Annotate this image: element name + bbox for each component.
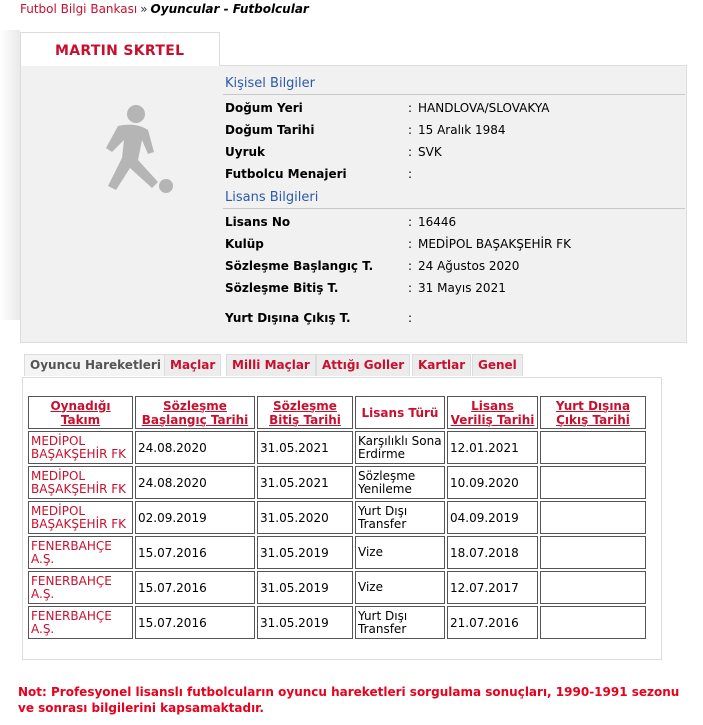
table-row [28,571,646,604]
contract-end-label: Sözleşme Bitiş T. [225,281,339,295]
breadcrumb-separator: » [140,2,148,16]
header-license-type: Lisans Türü [355,396,445,429]
cell-contract-end: 31.05.2019 [257,571,353,604]
birthdate-value: 15 Aralık 1984 [418,123,506,137]
table-row [28,431,646,464]
cell-license-issue-date: 10.09.2020 [447,466,538,499]
cell-license-type: Yurt Dışı Transfer [355,606,445,639]
tab-general[interactable]: Genel [472,354,523,376]
license-info-title: Lisans Bilgileri [225,190,319,205]
breadcrumb [20,2,309,16]
cell-contract-end: 31.05.2021 [257,466,353,499]
club-value: MEDİPOL BAŞAKŞEHİR FK [418,237,571,251]
cell-license-type: Karşılıklı Sona Erdirme [355,431,445,464]
cell-contract-start: 24.08.2020 [135,431,255,464]
contract-end-value: 31 Mayıs 2021 [418,281,506,295]
nationality-colon: : [408,145,413,159]
player-name-tab [20,32,220,66]
cell-abroad-exit-date [540,431,646,464]
nationality-label: Uyruk [225,145,266,159]
cell-license-issue-date: 18.07.2018 [447,536,538,569]
abroad-exit-colon: : [408,311,413,325]
header-license-issue-date[interactable]: Lisans Veriliş Tarihi [447,396,538,429]
cell-license-issue-date: 12.07.2017 [447,571,538,604]
cell-contract-end: 31.05.2021 [257,431,353,464]
table-row [28,606,646,639]
player-moves-panel [22,377,662,660]
cell-license-type: Vize [355,571,445,604]
table-row [28,501,646,534]
birthplace-value: HANDLOVA/SLOVAKYA [418,101,550,115]
cell-contract-start: 02.09.2019 [135,501,255,534]
cell-contract-start: 24.08.2020 [135,466,255,499]
cell-contract-start: 15.07.2016 [135,571,255,604]
cell-abroad-exit-date [540,571,646,604]
personal-info-divider [223,94,685,95]
cell-license-type: Vize [355,536,445,569]
cell-team[interactable]: FENERBAHÇE A.Ş. [28,606,133,639]
breadcrumb-root-link[interactable]: Futbol Bilgi Bankası [20,2,138,16]
tab-cards[interactable]: Kartlar [412,354,471,376]
cell-team[interactable]: MEDİPOL BAŞAKŞEHİR FK [28,501,133,534]
birthdate-label: Doğum Tarihi [225,123,315,137]
contract-start-label: Sözleşme Başlangıç T. [225,259,374,273]
abroad-exit-label: Yurt Dışına Çıkış T. [225,311,351,325]
cell-contract-start: 15.07.2016 [135,536,255,569]
header-contract-start[interactable]: Sözleşme Başlangıç Tarihi [135,396,255,429]
license-info-divider [223,208,685,209]
cell-contract-end: 31.05.2019 [257,536,353,569]
agent-label: Futbolcu Menajeri [225,167,347,181]
tab-matches[interactable]: Maçlar [164,354,221,376]
player-moves-table [26,394,648,641]
tab-national-matches[interactable]: Milli Maçlar [226,354,316,376]
birthplace-label: Doğum Yeri [225,101,303,115]
breadcrumb-current: Oyuncular - Futbolcular [150,2,309,16]
club-label: Kulüp [225,237,264,251]
cell-contract-end: 31.05.2019 [257,606,353,639]
cell-team[interactable]: MEDİPOL BAŞAKŞEHİR FK [28,431,133,464]
license-number-value: 16446 [418,215,457,229]
license-number-label: Lisans No [225,215,291,229]
cell-contract-start: 15.07.2016 [135,606,255,639]
license-number-colon: : [408,215,413,229]
cell-abroad-exit-date [540,501,646,534]
table-row [28,466,646,499]
header-team[interactable]: Oynadığı Takım [28,396,133,429]
cell-license-type: Sözleşme Yenileme [355,466,445,499]
contract-start-value: 24 Ağustos 2020 [418,259,520,273]
header-contract-end[interactable]: Sözleşme Bitiş Tarihi [257,396,353,429]
cell-abroad-exit-date [540,536,646,569]
personal-info-title: Kişisel Bilgiler [225,76,315,91]
contract-start-colon: : [408,259,413,273]
player-name: MARTIN SKRTEL [55,43,185,59]
cell-license-issue-date: 04.09.2019 [447,501,538,534]
cell-license-type: Yurt Dışı Transfer [355,501,445,534]
tab-goals[interactable]: Attığı Goller [316,354,410,376]
birthplace-colon: : [408,101,413,115]
cell-contract-end: 31.05.2020 [257,501,353,534]
header-abroad-exit-date[interactable]: Yurt Dışına Çıkış Tarihi [540,396,646,429]
table-header-row [28,396,646,429]
cell-team[interactable]: FENERBAHÇE A.Ş. [28,571,133,604]
cell-team[interactable]: MEDİPOL BAŞAKŞEHİR FK [28,466,133,499]
nationality-value: SVK [418,145,442,159]
cell-abroad-exit-date [540,606,646,639]
table-row [28,536,646,569]
left-shadow-strip [0,30,20,320]
cell-abroad-exit-date [540,466,646,499]
cell-license-issue-date: 21.07.2016 [447,606,538,639]
cell-license-issue-date: 12.01.2021 [447,431,538,464]
tab-player-moves[interactable]: Oyuncu Hareketleri [24,354,167,376]
agent-colon: : [408,167,413,181]
contract-end-colon: : [408,281,413,295]
birthdate-colon: : [408,123,413,137]
club-colon: : [408,237,413,251]
footer-note: Not: Profesyonel lisanslı futbolcuların oyuncu hareketleri sorgulama sonuçları, 1990-1991 sezonu ve sonrası bilgilerini kapsamaktadır. [18,685,680,715]
cell-team[interactable]: FENERBAHÇE A.Ş. [28,536,133,569]
player-silhouette-icon [78,100,188,200]
